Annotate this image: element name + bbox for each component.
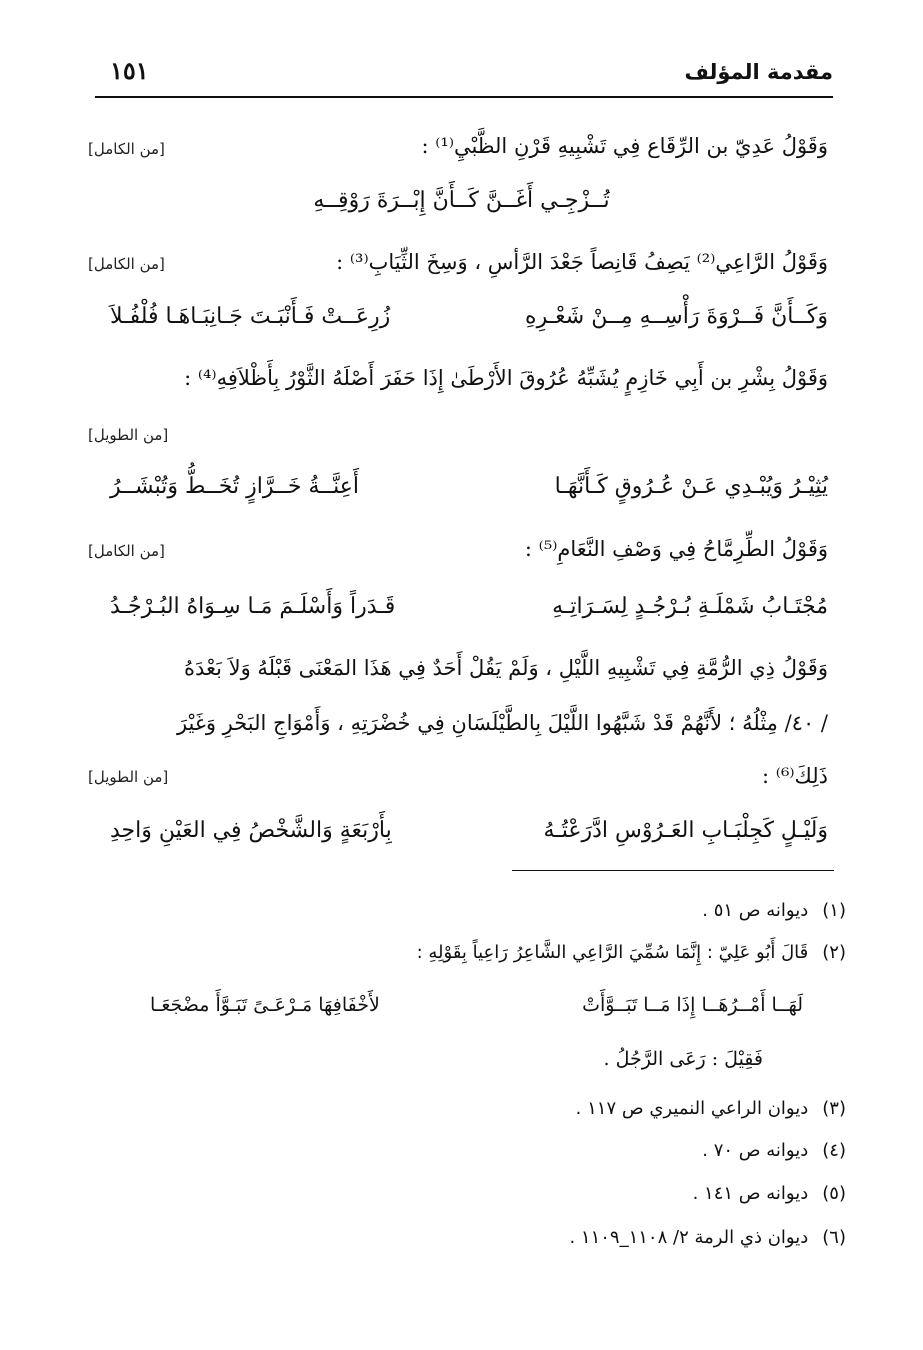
footnote-text: ديوان ذي الرمة ٢/ ١١٠٨_١١٠٩ . [569,1227,809,1248]
footnote [569,1227,846,1248]
verse-line [110,594,828,634]
footnote-text: قَالَ أَبُو عَلِيّ : إِنَّمَا سُمِّيَ الرَّاعِي الشَّاعِرُ رَاعِياً بِقَوْلِهِ : [416,942,809,963]
meter-label: [من الكامل] [88,255,165,273]
footnote [576,1098,846,1119]
footnote-number: (١) [822,900,846,921]
meter-label: [من الطويل] [88,426,169,444]
footnote-number: (٦) [822,1227,846,1248]
footnote [702,900,846,921]
verse-line: تُــزْجِـي أَغَــنَّ كَــأَنَّ إِبْــرَةَ رَوْقِــهِ [313,188,610,213]
verse-first-hemistich: وَلَيْـلٍ كَجِلْبَـابِ العَـرُوْسِ ادَّرَعْتُـهُ [543,818,828,843]
footnote-text: ديوانه ص ١٤١ . [692,1183,809,1204]
prose-line: ذَلِكَ⁽⁶⁾ : [762,764,828,788]
verse-first-hemistich: مُجْتَـابُ شَمْلَـةِ بُـرْجُـدٍ لِسَـرَاتِـهِ [552,594,828,619]
verse-line [110,304,828,344]
verse-second-hemistich: أَعِنَّــةُ خَــرَّازٍ تُخَــطُّ وَتُبْشَــرُ [110,474,360,499]
footnote-divider [512,870,834,871]
verse-first-hemistich: لَهَــا أَمْــرُهَــا إِذَا مَــا تَبَــوَّأَتْ [582,994,803,1016]
prose-line: وَقَوْلُ بِشْرِ بن أَبِي خَازِمٍ يُشَبِّهُ عُرُوقَ الأَرْطَىٰ إِذَا حَفَرَ أَصْلَهُ الثَّوْرُ بِأَظْلاَفِهِ⁽⁴⁾ : [184,366,828,390]
verse-second-hemistich: قَـدَراً وَأَسْلَـمَ مَـا سِـوَاهُ البُـرْجُـدُ [110,594,396,619]
footnote-verse [150,994,803,1030]
footnote-number: (٥) [822,1183,846,1204]
meter-label: [من الطويل] [88,768,169,786]
footnote [702,1140,846,1161]
verse-line [110,818,828,858]
verse-first-hemistich: يُثِيْـرُ وَيُبْـدِي عَـنْ عُـرُوقٍ كَـأَنَّهَـا [554,474,828,499]
footnote-number: (٤) [822,1140,846,1161]
prose-line: وَقَوْلُ ذِي الرُّمَّةِ فِي تَشْبِيهِ اللَّيْلِ ، وَلَمْ يَقُلْ أَحَدٌ فِي هَذَا المَعْنَى قَبْلَهُ وَلاَ بَعْدَهُ [183,656,828,680]
meter-label: [من الكامل] [88,542,165,560]
footnote-continuation: فَقِيْلَ : رَعَى الرَّجُلُ . [603,1048,763,1070]
running-header-title: مقدمة المؤلف [684,60,833,84]
footnote-number: (٢) [822,942,846,963]
prose-line: وَقَوْلُ عَدِيّ بن الرِّقَاع فِي تَشْبِيهِ قَرْنِ الظَّبْيِ⁽¹⁾ : [421,134,828,158]
verse-second-hemistich: لأَخْفَافِهَا مَـرْعَـىً تَبَـوَّأَ مضْجَعَـا [150,994,380,1016]
verse-line [110,474,828,514]
verse-second-hemistich: بِأَرْبَعَةٍ وَالشَّخْصُ فِي العَيْنِ وَاحِدِ [110,818,392,843]
verse-second-hemistich: زُرِعَــتْ فَـأَنْبَـتَ جَـانِبَـاهَـا فُلْفُـلاَ [110,304,391,329]
prose-line: / ٤٠/ مِثْلُهُ ؛ لأَنَّهُمْ قَدْ شَبَّهُوا اللَّيْلَ بِالطَّيْلَسَانِ فِي خُضْرَتِهِ ، وَأَمْوَاجِ البَحْرِ وَغَيْرَ [176,711,828,735]
footnote-text: ديوان الراعي النميري ص ١١٧ . [575,1098,809,1119]
prose-line: وَقَوْلُ الطِّرِمَّاحُ فِي وَصْفِ النَّعَامِ⁽⁵⁾ : [524,537,828,561]
header-divider [95,96,833,98]
footnote [417,942,846,963]
page-number: ١٥١ [110,56,149,85]
footnote-text: ديوانه ص ٧٠ . [702,1140,809,1161]
footnote-number: (٣) [822,1098,846,1119]
prose-line: وَقَوْلُ الرَّاعِي⁽²⁾ يَصِفُ قَانِصاً جَعْدَ الرَّأسِ ، وَسِخَ الثِّيَابِ⁽³⁾ : [336,250,828,274]
footnote [693,1183,846,1204]
verse-first-hemistich: وَكَــأَنَّ فَــرْوَةَ رَأْسِــهِ مِــنْ شَعْـرِهِ [525,304,828,329]
meter-label: [من الكامل] [88,140,165,158]
footnote-text: ديوانه ص ٥١ . [702,900,809,921]
